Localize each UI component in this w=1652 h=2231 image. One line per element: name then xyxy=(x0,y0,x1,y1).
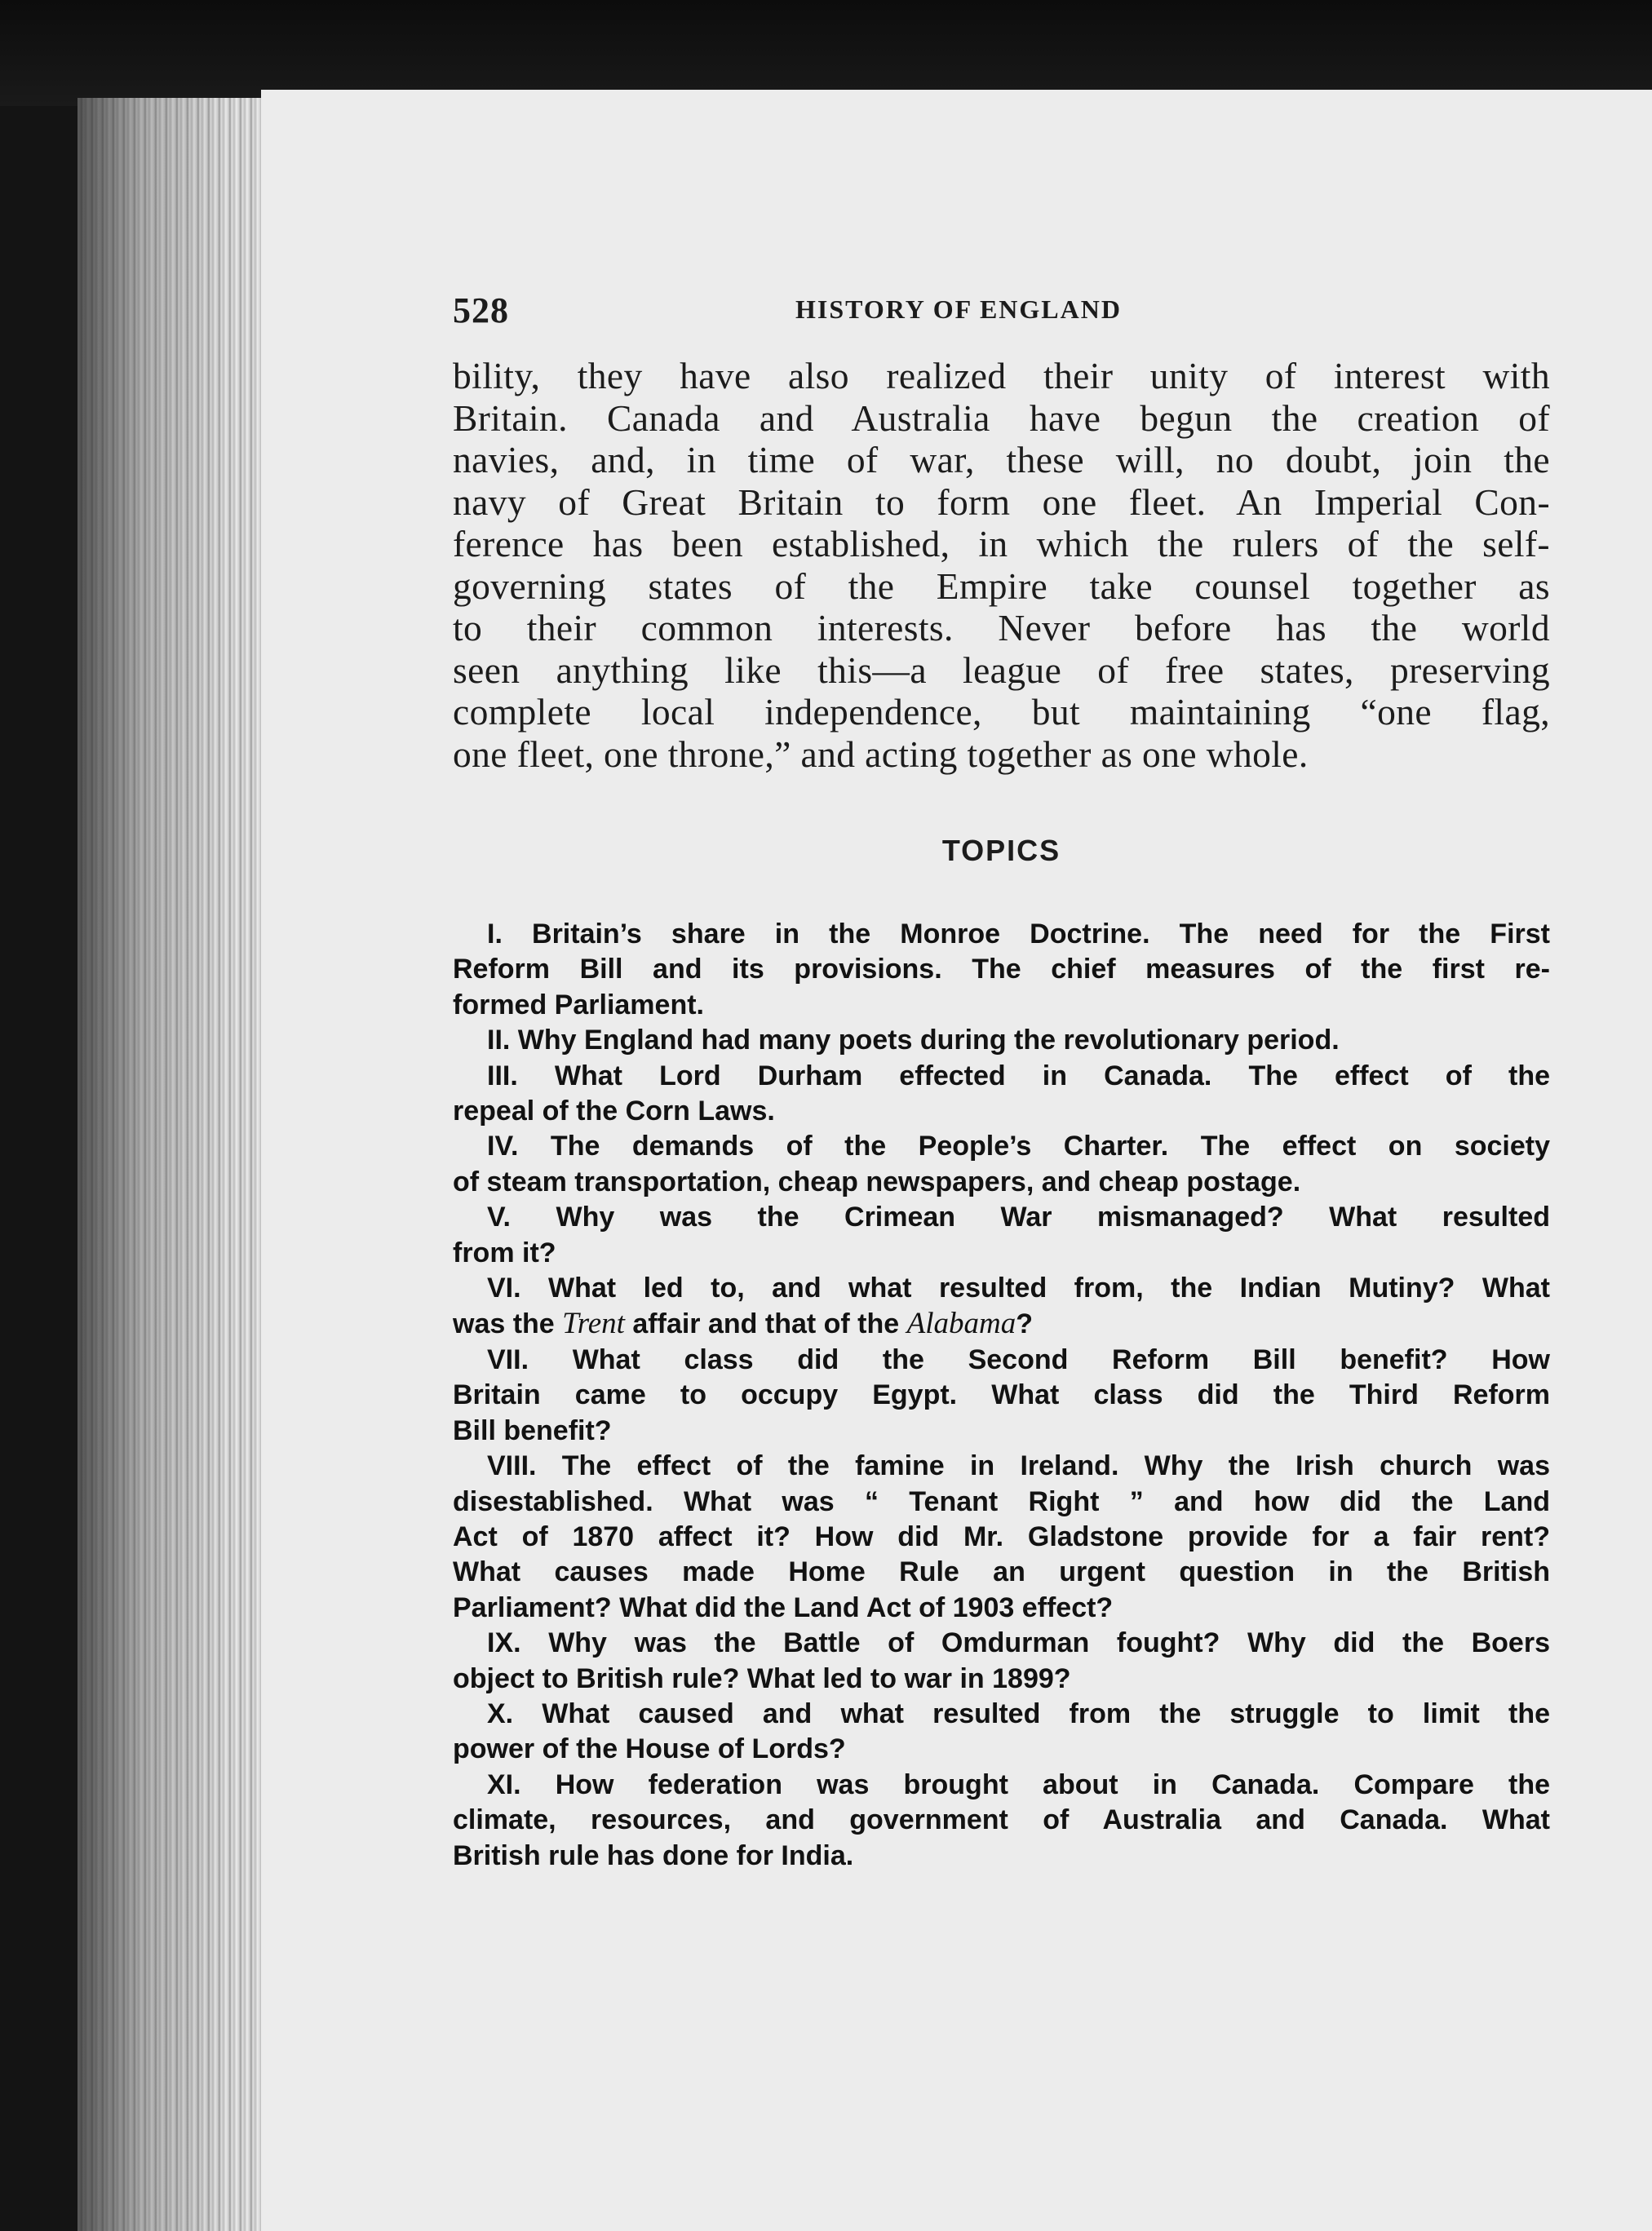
topic-line: Reform Bill and its provisions. The chief measures of the first re- xyxy=(453,954,1550,985)
topic-item xyxy=(453,1768,1550,1874)
topic-item xyxy=(453,1023,1550,1058)
topic-line: object to British rule? What led to war in 1899? xyxy=(453,1662,1071,1694)
topic-line: II. Why England had many poets during the revolutionary period. xyxy=(487,1025,1340,1056)
topic-line: X. What caused and what resulted from the struggle to limit the xyxy=(487,1698,1550,1729)
topic-text: ? xyxy=(1016,1308,1034,1340)
topic-text: affair and that of the xyxy=(632,1308,907,1340)
topic-line: V. Why was the Crimean War mismanaged? What resulted xyxy=(487,1202,1550,1233)
topic-line: VI. What led to, and what resulted from, the Indian Mutiny? What xyxy=(487,1273,1550,1304)
body-line: navies, and, in time of war, these will, no doubt, join the xyxy=(453,439,1550,480)
topic-line: formed Parliament. xyxy=(453,989,704,1020)
topic-item xyxy=(453,1129,1550,1200)
topic-line: Bill benefit? xyxy=(453,1414,612,1446)
topic-text: was the xyxy=(453,1308,563,1340)
body-line: bility, they have also realized their unity of interest with xyxy=(453,355,1550,396)
topic-line: disestablished. What was “ Tenant Right ” and how did the Land xyxy=(453,1485,1550,1517)
topic-item xyxy=(453,1449,1550,1626)
topic-item xyxy=(453,1697,1550,1768)
body-paragraph xyxy=(453,355,1550,775)
topic-line: Parliament? What did the Land Act of 1903 effect? xyxy=(453,1591,1114,1623)
topic-line: What causes made Home Rule an urgent question in the British xyxy=(453,1556,1550,1588)
topic-line: VIII. The effect of the famine in Ireland. Why the Irish church was xyxy=(487,1450,1550,1482)
italic-ship-name: Alabama xyxy=(906,1307,1016,1341)
body-line: complete local independence, but maintaining “one flag, xyxy=(453,691,1550,733)
body-line: navy of Great Britain to form one fleet. An Imperial Con- xyxy=(453,480,1550,523)
body-line: governing states of the Empire take counsel together as xyxy=(453,564,1550,607)
page-header xyxy=(453,290,1550,355)
body-line: seen anything like this—a league of free states, preserving xyxy=(453,648,1550,691)
body-line: to their common interests. Never before has the world xyxy=(453,607,1550,648)
running-head: HISTORY OF ENGLAND xyxy=(795,294,1122,324)
topic-line: power of the House of Lords? xyxy=(453,1733,846,1765)
topic-line: VII. What class did the Second Reform Bill benefit? How xyxy=(487,1343,1550,1375)
topics-list xyxy=(453,917,1550,1874)
topic-line: III. What Lord Durham effected in Canada. The effect of the xyxy=(487,1060,1550,1091)
topic-line: Act of 1870 affect it? How did Mr. Gladstone provide for a fair rent? xyxy=(453,1521,1550,1552)
topic-line: IX. Why was the Battle of Omdurman fought? Why did the Boers xyxy=(487,1627,1550,1659)
topic-item xyxy=(453,1626,1550,1697)
page-number: 528 xyxy=(453,290,509,330)
topic-item xyxy=(453,1059,1550,1130)
topic-line: repeal of the Corn Laws. xyxy=(453,1096,775,1127)
topic-item xyxy=(453,1343,1550,1449)
topics-heading: TOPICS xyxy=(941,834,1061,867)
body-line: one fleet, one throne,” and acting together as one whole. xyxy=(453,733,1309,775)
topic-item xyxy=(453,917,1550,1023)
book-page-edges xyxy=(78,98,265,2231)
topic-line: XI. How federation was brought about in Canada. Compare the xyxy=(487,1768,1550,1800)
body-line: Britain. Canada and Australia have begun the creation of xyxy=(453,396,1550,439)
topic-line: British rule has done for India. xyxy=(453,1839,854,1871)
topic-line: I. Britain’s share in the Monroe Doctrine. The need for the First xyxy=(487,919,1550,950)
topic-item xyxy=(453,1271,1550,1343)
topic-line: from it? xyxy=(453,1237,556,1268)
topic-line: IV. The demands of the People’s Charter. The effect on society xyxy=(487,1131,1550,1162)
topic-item xyxy=(453,1200,1550,1271)
topic-line xyxy=(453,1306,1550,1342)
italic-ship-name: Trent xyxy=(562,1307,625,1341)
topic-line: climate, resources, and government of Australia and Canada. What xyxy=(453,1804,1550,1836)
topic-line: Britain came to occupy Egypt. What class did the Third Reform xyxy=(453,1379,1550,1411)
page-content xyxy=(453,290,1550,1874)
body-line: ference has been established, in which the rulers of the self- xyxy=(453,523,1550,564)
book-page xyxy=(261,90,1652,2231)
topic-line: of steam transportation, cheap newspapers, and cheap postage. xyxy=(453,1166,1301,1197)
